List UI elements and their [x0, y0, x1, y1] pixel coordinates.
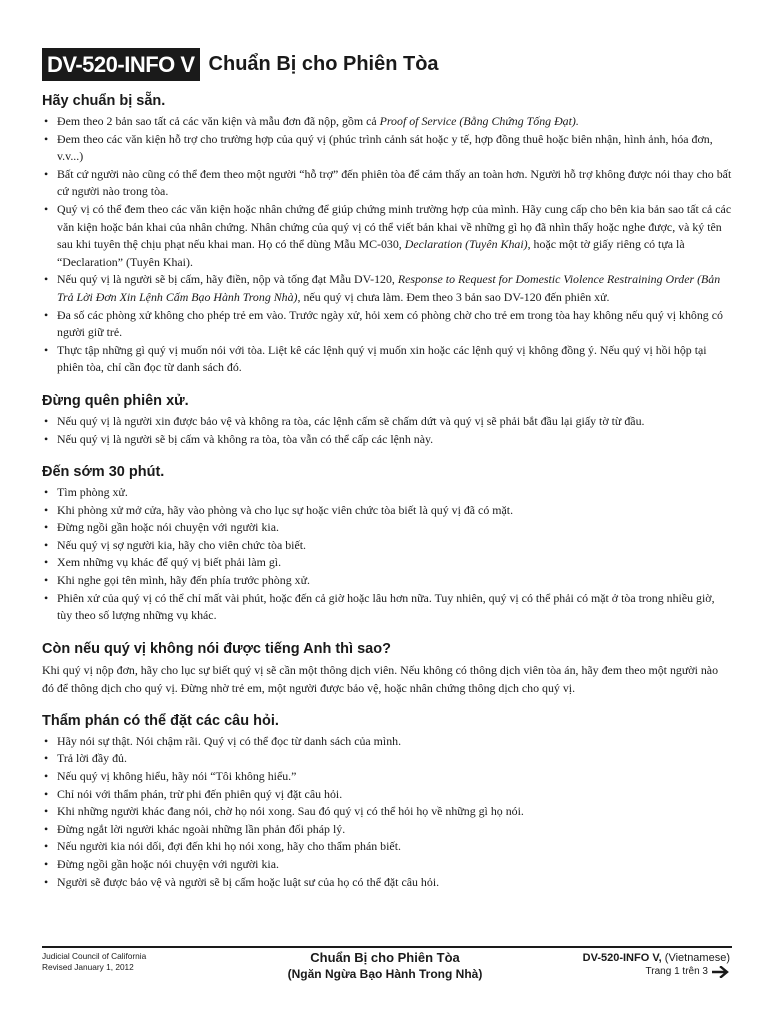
- text-run: Đừng ngồi gần hoặc nói chuyện với người kia.: [57, 520, 279, 535]
- text-run: Quý vị có thể đem theo các văn kiện hoặc nhân chứng để giúp chứng minh trường hợp của mình. Hãy cung cấp cho bên kia bản sao tất cả các văn kiện hoặc bản khai của nhân chứng. Nhân chứng của quý vị có thể viết bản khai về những gì họ đã nhìn thấy hoặc nghe được, và ký tên sau khi tuyên thệ chịu phạt nếu khai man. Họ có thể dùng Mẫu MC-030,: [57, 201, 732, 252]
- footer-divider: [42, 946, 732, 948]
- text-run: Người sẽ được bảo vệ và người sẽ bị cấm hoặc luật sư của họ có thể đặt câu hỏi.: [57, 874, 440, 889]
- bullet-list: [42, 484, 732, 625]
- list-item: [42, 572, 732, 590]
- text-run: Đừng ngồi gần hoặc nói chuyện với người kia.: [57, 857, 279, 871]
- document-body: [42, 92, 732, 906]
- text-run: Khi những người khác đang nói, chờ họ nói xong. Sau đó quý vị có thể hỏi họ về những gì họ nói.: [57, 804, 524, 819]
- footer-title: Chuẩn Bị cho Phiên Tòa: [310, 950, 460, 965]
- revision-date: Revised January 1, 2012: [42, 962, 134, 972]
- section-heading: Đừng quên phiên xử.: [42, 392, 189, 409]
- list-item: [42, 413, 732, 431]
- text-run: Nếu quý vị là người sẽ bị cấm và không ra tòa, tòa vẫn có thể cấp các lệnh này.: [57, 431, 434, 446]
- footer-center: [250, 950, 520, 982]
- list-item: [42, 874, 732, 892]
- bullet-list: [42, 413, 732, 448]
- text-run: Đừng ngắt lời người khác ngoài những lần phản đối pháp lý.: [57, 821, 346, 836]
- bullet-list: [42, 733, 732, 891]
- list-item: [42, 733, 732, 751]
- text-run: Trả lời đầy đủ.: [57, 751, 127, 766]
- list-item: [42, 554, 732, 572]
- text-run: Nếu quý vị không hiểu, hãy nói “Tôi không hiểu.”: [57, 769, 297, 784]
- list-item: [42, 484, 732, 502]
- list-item: [42, 803, 732, 821]
- section: [42, 92, 732, 377]
- list-item: [42, 786, 732, 804]
- italic-text: Declaration (Tuyên Khai): [404, 237, 528, 252]
- list-item: [42, 307, 732, 342]
- italic-text: Response to Request for Domestic Violence Restraining Order (Bản Trả Lời Đơn Xin Lệnh Cấm Bạo Hành Trong Nhà): [57, 272, 721, 304]
- text-run: Xem những vụ khác để quý vị biết phải làm gì.: [57, 555, 282, 570]
- text-run: Thực tập những gì quý vị muốn nói với tòa. Liệt kê các lệnh quý vị muốn xin hoặc các lệnh quý vị không đồng ý. Nếu quý vị hồi hộp tại phiên tòa, chỉ cần đọc từ danh sách đó.: [57, 342, 707, 375]
- text-run: Hãy nói sự thật. Nói chậm rãi. Quý vị có thể đọc từ danh sách của mình.: [57, 733, 402, 748]
- italic-text: Proof of Service (Bằng Chứng Tống Đạt).: [379, 114, 579, 128]
- section-heading: Thẩm phán có thể đặt các câu hỏi.: [42, 712, 279, 729]
- list-item: [42, 166, 732, 201]
- section-paragraph: Khi quý vị nộp đơn, hãy cho lục sự biết quý vị sẽ cần một thông dịch viên. Nếu không có thông dịch viên tòa án, hãy đem theo một người nào đó để thông dịch cho quý vị. Đừng nhờ trẻ em, một người được bảo vệ, hoặc nhân chứng thông dịch cho quý vị.: [42, 662, 719, 695]
- section: [42, 640, 732, 697]
- page-number: Trang 1 trên 3: [645, 966, 708, 977]
- list-item: [42, 838, 732, 856]
- text-run: Chỉ nói với thẩm phán, trừ phi đến phiên quý vị đặt câu hỏi.: [57, 786, 343, 801]
- list-item: [42, 750, 732, 768]
- text-run: , nếu quý vị chưa làm. Đem theo 3 bản sao DV-120 đến phiên xử.: [297, 289, 610, 304]
- list-item: [42, 342, 732, 377]
- section-heading: Đến sớm 30 phút.: [42, 464, 165, 481]
- page-indicator: [583, 965, 730, 979]
- list-item: [42, 201, 732, 271]
- bullet-list: [42, 113, 732, 377]
- list-item: [42, 271, 732, 306]
- text-run: Khi nghe gọi tên mình, hãy đến phía trước phòng xử.: [57, 573, 310, 588]
- arrow-right-icon[interactable]: [712, 966, 730, 978]
- section: [42, 712, 732, 891]
- footer-language: (Vietnamese): [661, 952, 730, 964]
- judicial-council-label: Judicial Council of California: [42, 951, 147, 961]
- text-run: Nếu quý vị sợ người kia, hãy cho viên chức tòa biết.: [57, 537, 307, 552]
- text-run: Tìm phòng xử.: [57, 485, 128, 500]
- list-item: [42, 131, 732, 166]
- list-item: [42, 821, 732, 839]
- section: [42, 392, 732, 448]
- section: [42, 463, 732, 625]
- list-item: [42, 431, 732, 449]
- text-run: Khi phòng xử mở cửa, hãy vào phòng và cho lục sự hoặc viên chức tòa biết là quý vị đã có mặt.: [57, 502, 514, 517]
- section-heading: Hãy chuẩn bị sẵn.: [42, 93, 166, 109]
- form-title: Chuẩn Bị cho Phiên Tòa: [208, 53, 439, 75]
- list-item: [42, 590, 732, 625]
- text-run: Đem theo 2 bản sao tất cả các văn kiện và mẫu đơn đã nộp, gồm cả: [57, 114, 380, 128]
- text-run: Nếu quý vị là người xin được bảo vệ và không ra tòa, các lệnh cấm sẽ chấm dứt và quý vị sẽ phải bắt đầu lại giấy tờ từ đầu.: [57, 413, 645, 428]
- text-run: Đa số các phòng xử không cho phép trẻ em vào. Trước ngày xử, hỏi xem có phòng chờ cho trẻ em trong tòa hay không nếu quý vị không có người giữ trẻ.: [57, 307, 723, 340]
- footer-subtitle: (Ngăn Ngừa Bạo Hành Trong Nhà): [287, 967, 483, 981]
- text-run: Phiên xử của quý vị có thể chỉ mất vài phút, hoặc đến cả giờ hoặc lâu hơn nữa. Tuy nhiên, quý vị có thể phải có mặt ở tòa trong nhiều giờ, tùy theo số lượng những vụ khác.: [57, 590, 715, 623]
- text-run: Đem theo các văn kiện hỗ trợ cho trường hợp của quý vị (phúc trình cảnh sát hoặc y tế, hợp đồng thuê hoặc biên nhận, hình ảnh, hóa đơn, v.v...): [57, 131, 713, 164]
- footer-left: [42, 951, 146, 973]
- list-item: [42, 113, 732, 131]
- list-item: [42, 537, 732, 555]
- form-header: [42, 47, 439, 82]
- footer-form-id: [583, 951, 730, 965]
- text-run: Nếu người kia nói dối, đợi đến khi họ nói xong, hãy cho thẩm phán biết.: [57, 839, 401, 854]
- text-run: , hoặc một tờ giấy riêng có tựa là “Declaration” (Tuyên Khai).: [57, 237, 685, 269]
- form-id-badge: DV-520-INFO V: [42, 48, 200, 81]
- list-item: [42, 856, 732, 874]
- text-run: Nếu quý vị là người sẽ bị cấm, hãy điền, nộp và tống đạt Mẫu DV-120,: [57, 272, 398, 287]
- footer-form-code: DV-520-INFO V,: [582, 952, 662, 964]
- list-item: [42, 519, 732, 537]
- footer-right: [583, 951, 730, 979]
- list-item: [42, 502, 732, 520]
- list-item: [42, 768, 732, 786]
- section-heading: Còn nếu quý vị không nói được tiếng Anh thì sao?: [42, 640, 391, 657]
- text-run: Bất cứ người nào cũng có thể đem theo một người “hỗ trợ” đến phiên tòa để cảm thấy an toàn hơn. Người hỗ trợ không được nói thay cho bất cứ người nào trong tòa.: [57, 166, 732, 199]
